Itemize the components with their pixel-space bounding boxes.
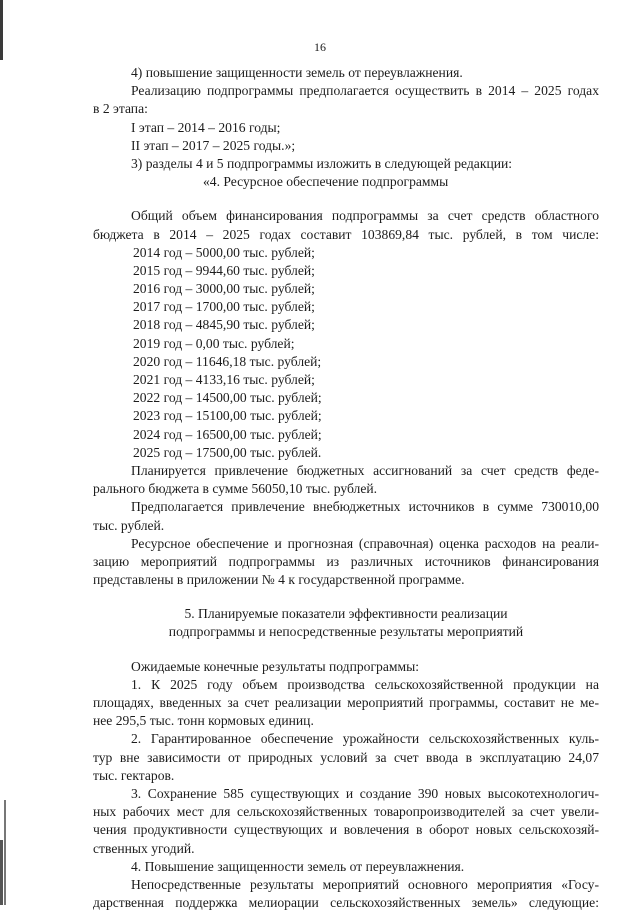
paragraph-line: 4) повышение защищенности земель от переувлажнения. <box>131 65 463 80</box>
list-item: 2019 год – 0,00 тыс. рублей; <box>133 335 295 351</box>
paragraph-line: 4. Повышение защищенности земель от переувлажнения. <box>131 858 465 874</box>
paragraph-line: Планируется привлечение бюджетных ассигнований за счет средств феде- <box>131 462 599 478</box>
paragraph-line: Общий объем финансирования подпрограммы за счет средств областного <box>131 208 599 224</box>
paragraph-line: тур вне зависимости от природных условий за счет ввода в эксплуатацию 24,07 <box>93 749 599 765</box>
section-heading-5-line1: 5. Планируемые показатели эффективности реализации <box>184 606 508 622</box>
list-item: 2015 год – 9944,60 тыс. рублей; <box>133 262 315 278</box>
scan-edge-left-lower <box>4 800 6 905</box>
paragraph-line: площадях, введенных за счет реализации мероприятий программы, составит не ме- <box>93 695 599 710</box>
list-item: 2025 год – 17500,00 тыс. рублей. <box>133 444 322 460</box>
paragraph-line: 1. К 2025 году объем производства сельскохозяйственной продукции на <box>131 676 599 692</box>
paragraph-line: тыс. рублей. <box>93 517 165 533</box>
paragraph-line: 3) разделы 4 и 5 подпрограммы изложить в следующей редакции: <box>131 155 513 171</box>
paragraph-line: дарственная поддержка мелиорации сельскохозяйственных земель» следующие: <box>93 895 599 911</box>
list-item: 2021 год – 4133,16 тыс. рублей; <box>133 372 315 387</box>
paragraph-line: чения продуктивности существующих и вовлечения в оборот новых сельскохозяй- <box>93 822 599 838</box>
list-item: 2020 год – 11646,18 тыс. рублей; <box>133 353 322 369</box>
paragraph-line: нее 295,5 тыс. тонн кормовых единиц. <box>93 713 314 729</box>
section-heading-5-line2: подпрограммы и непосредственные результаты мероприятий <box>168 624 524 640</box>
section-heading-4: «4. Ресурсное обеспечение подпрограммы <box>203 174 449 190</box>
scan-edge-left <box>0 0 3 905</box>
paragraph-line: зацию мероприятий подпрограммы из различных источников финансирования <box>93 553 599 569</box>
paragraph-line: в 2 этапа: <box>93 101 148 117</box>
paragraph-line: 2. Гарантированное обеспечение урожайности сельскохозяйственных куль- <box>131 731 599 747</box>
list-item: 2024 год – 16500,00 тыс. рублей; <box>133 426 322 442</box>
paragraph-line: Предполагается привлечение внебюджетных источников в сумме 730010,00 <box>131 499 599 515</box>
paragraph-line: I этап – 2014 – 2016 годы; <box>131 119 281 135</box>
paragraph-line: ных рабочих мест для сельскохозяйственных товаропроизводителей за счет увели- <box>93 804 599 820</box>
list-item: 2022 год – 14500,00 тыс. рублей; <box>133 390 322 406</box>
paragraph-line: Ресурсное обеспечение и прогнозная (справочная) оценка расходов на реали- <box>131 535 599 551</box>
paragraph-line: бюджета в 2014 – 2025 годах составит 103869,84 тыс. рублей, в том числе: <box>93 226 599 242</box>
paragraph-line: 3. Сохранение 585 существующих и создание 390 новых высокотехнологич- <box>131 785 599 801</box>
paragraph-line: рального бюджета в сумме 56050,10 тыс. рублей. <box>93 481 378 497</box>
paragraph-line: Непосредственные результаты мероприятий основного мероприятия «Госу- <box>131 876 599 892</box>
page-number: 16 <box>314 40 326 54</box>
list-item: 2018 год – 4845,90 тыс. рублей; <box>133 317 315 333</box>
list-item: 2014 год – 5000,00 тыс. рублей; <box>133 244 315 260</box>
paragraph-line: II этап – 2017 – 2025 годы.»; <box>131 137 296 153</box>
paragraph-line: Реализацию подпрограммы предполагается осуществить в 2014 – 2025 годах <box>131 83 599 99</box>
paragraph-line: ственных угодий. <box>93 840 195 856</box>
paragraph-line: тыс. гектаров. <box>93 767 175 783</box>
paragraph-line: Ожидаемые конечные результаты подпрограммы: <box>131 658 419 674</box>
funding-by-year-list <box>93 244 599 462</box>
list-item: 2017 год – 1700,00 тыс. рублей; <box>133 299 315 315</box>
list-item: 2023 год – 15100,00 тыс. рублей; <box>133 408 322 424</box>
paragraph-line: представлены в приложении № 4 к государственной программе. <box>93 572 465 588</box>
list-item: 2016 год – 3000,00 тыс. рублей; <box>133 281 315 297</box>
document-body <box>93 64 599 912</box>
